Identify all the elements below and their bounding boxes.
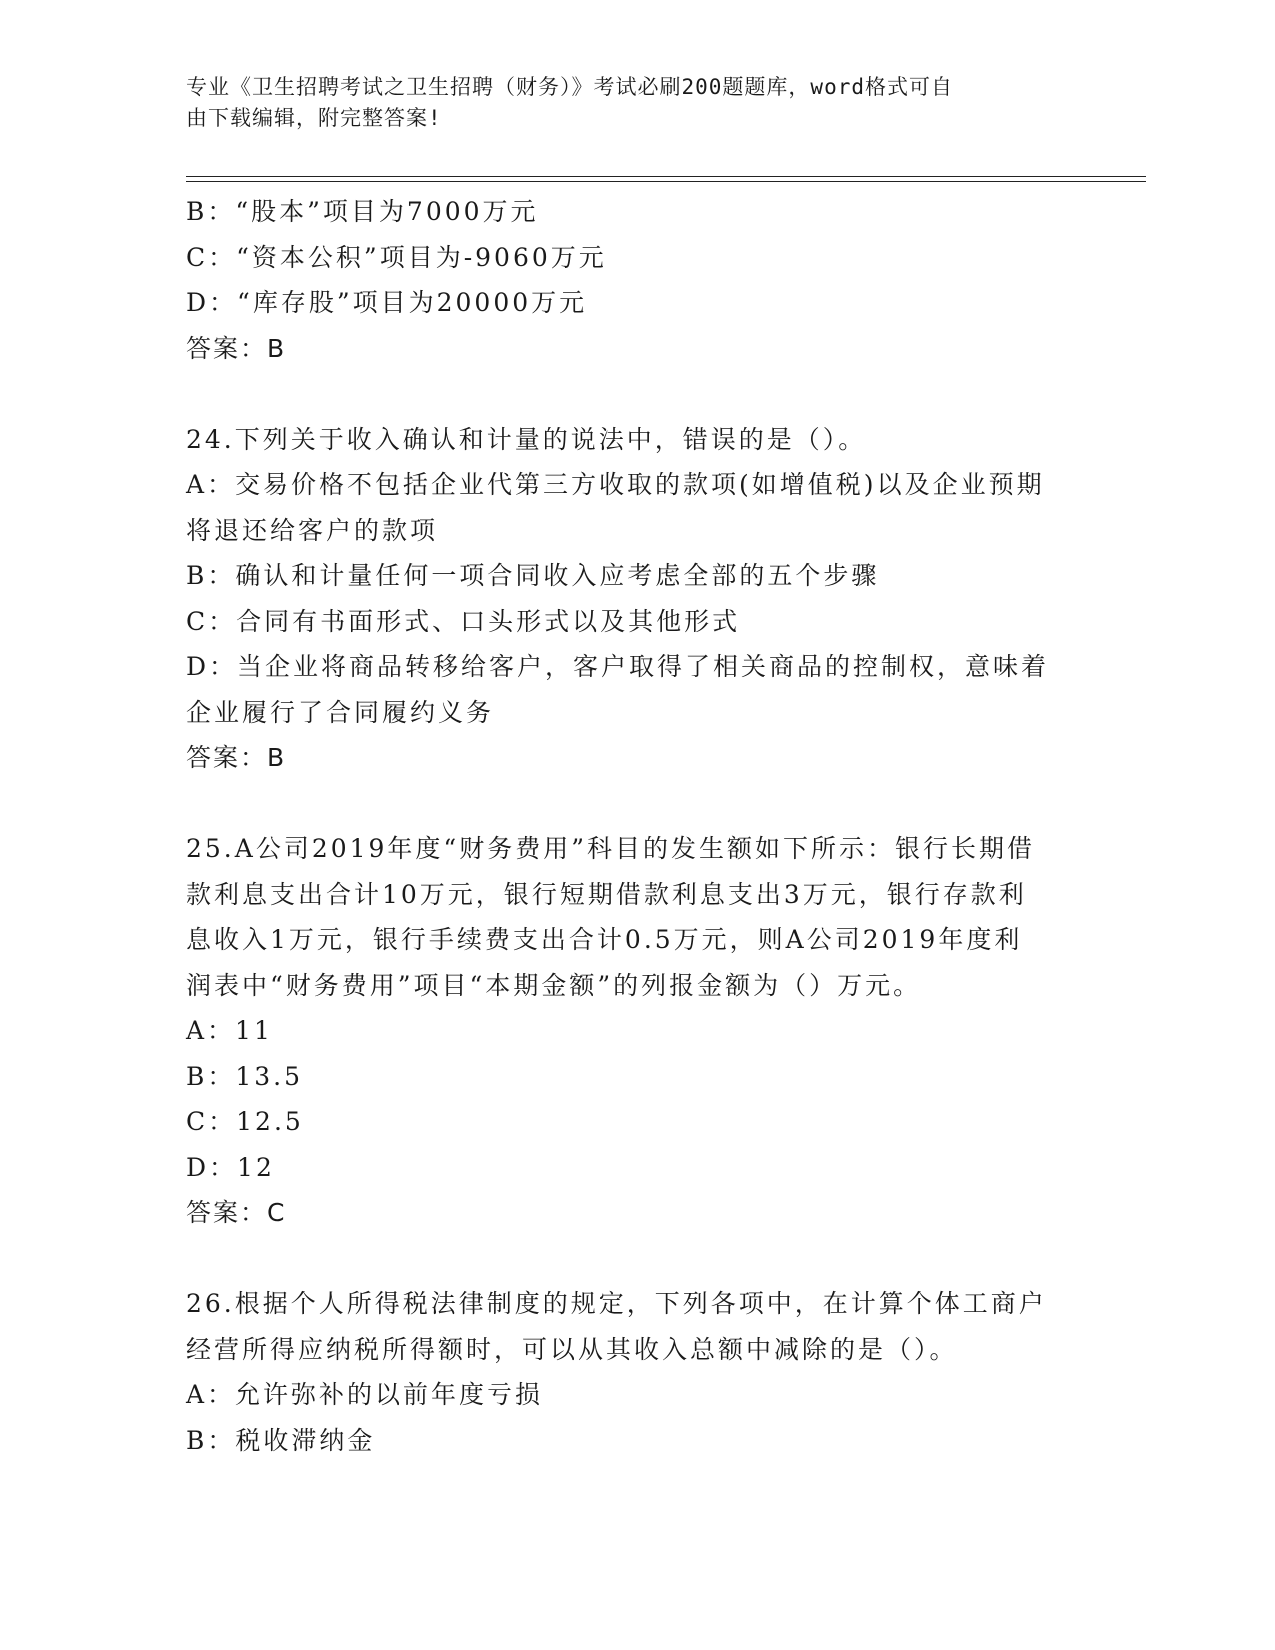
question-24 <box>186 417 1086 781</box>
option-d: D：当企业将商品转移给客户，客户取得了相关商品的控制权，意味着 <box>186 652 1050 681</box>
option-b: B：“股本”项目为7000万元 <box>186 197 539 226</box>
option-a: A：允许弥补的以前年度亏损 <box>186 1380 544 1409</box>
option-c: C：“资本公积”项目为-9060万元 <box>186 242 607 272</box>
option-b: B：13.5 <box>186 1061 304 1091</box>
page-header <box>186 72 1066 134</box>
question-stem: 24.下列关于收入确认和计量的说法中，错误的是（）。 <box>186 424 867 454</box>
option-a: A：交易价格不包括企业代第三方收取的款项(如增值税)以及企业预期 <box>186 470 1045 499</box>
question-stem-continued: 息收入1万元，银行手续费支出合计0.5万元，则A公司2019年度利 <box>186 925 1023 954</box>
header-line-2: 由下载编辑，附完整答案! <box>186 106 442 130</box>
option-d-continued: 企业履行了合同履约义务 <box>186 697 495 727</box>
question-stem: 26.根据个人所得税法律制度的规定，下列各项中，在计算个体工商户 <box>186 1289 1047 1318</box>
answer: 答案：C <box>186 1198 287 1227</box>
option-a: A：11 <box>186 1016 273 1045</box>
question-25 <box>186 826 1086 1236</box>
spacer <box>186 781 1086 827</box>
question-stem-continued: 款利息支出合计10万元，银行短期借款利息支出3万元，银行存款利 <box>186 879 1027 909</box>
option-c: C：合同有书面形式、口头形式以及其他形式 <box>186 606 741 636</box>
header-line-1: 专业《卫生招聘考试之卫生招聘（财务）》考试必刷200题题库，word格式可自 <box>186 75 953 99</box>
option-b: B：税收滞纳金 <box>186 1425 376 1455</box>
option-d: D：12 <box>186 1152 275 1182</box>
question-26 <box>186 1281 1086 1463</box>
option-c: C：12.5 <box>186 1107 304 1136</box>
answer: 答案：B <box>186 743 287 772</box>
header-divider <box>186 176 1146 182</box>
document-body <box>186 189 1086 1463</box>
spacer <box>186 1236 1086 1282</box>
question-stem: 25.A公司2019年度“财务费用”科目的发生额如下所示：银行长期借 <box>186 834 1035 863</box>
question-23 <box>186 189 1086 371</box>
answer: 答案：B <box>186 333 287 363</box>
option-b: B：确认和计量任何一项合同收入应考虑全部的五个步骤 <box>186 561 880 590</box>
spacer <box>186 371 1086 417</box>
question-stem-continued: 润表中“财务费用”项目“本期金额”的列报金额为（）万元。 <box>186 970 922 1000</box>
option-a-continued: 将退还给客户的款项 <box>186 515 439 545</box>
question-stem-continued: 经营所得应纳税所得额时，可以从其收入总额中减除的是（）。 <box>186 1334 958 1364</box>
option-d: D：“库存股”项目为20000万元 <box>186 288 588 317</box>
